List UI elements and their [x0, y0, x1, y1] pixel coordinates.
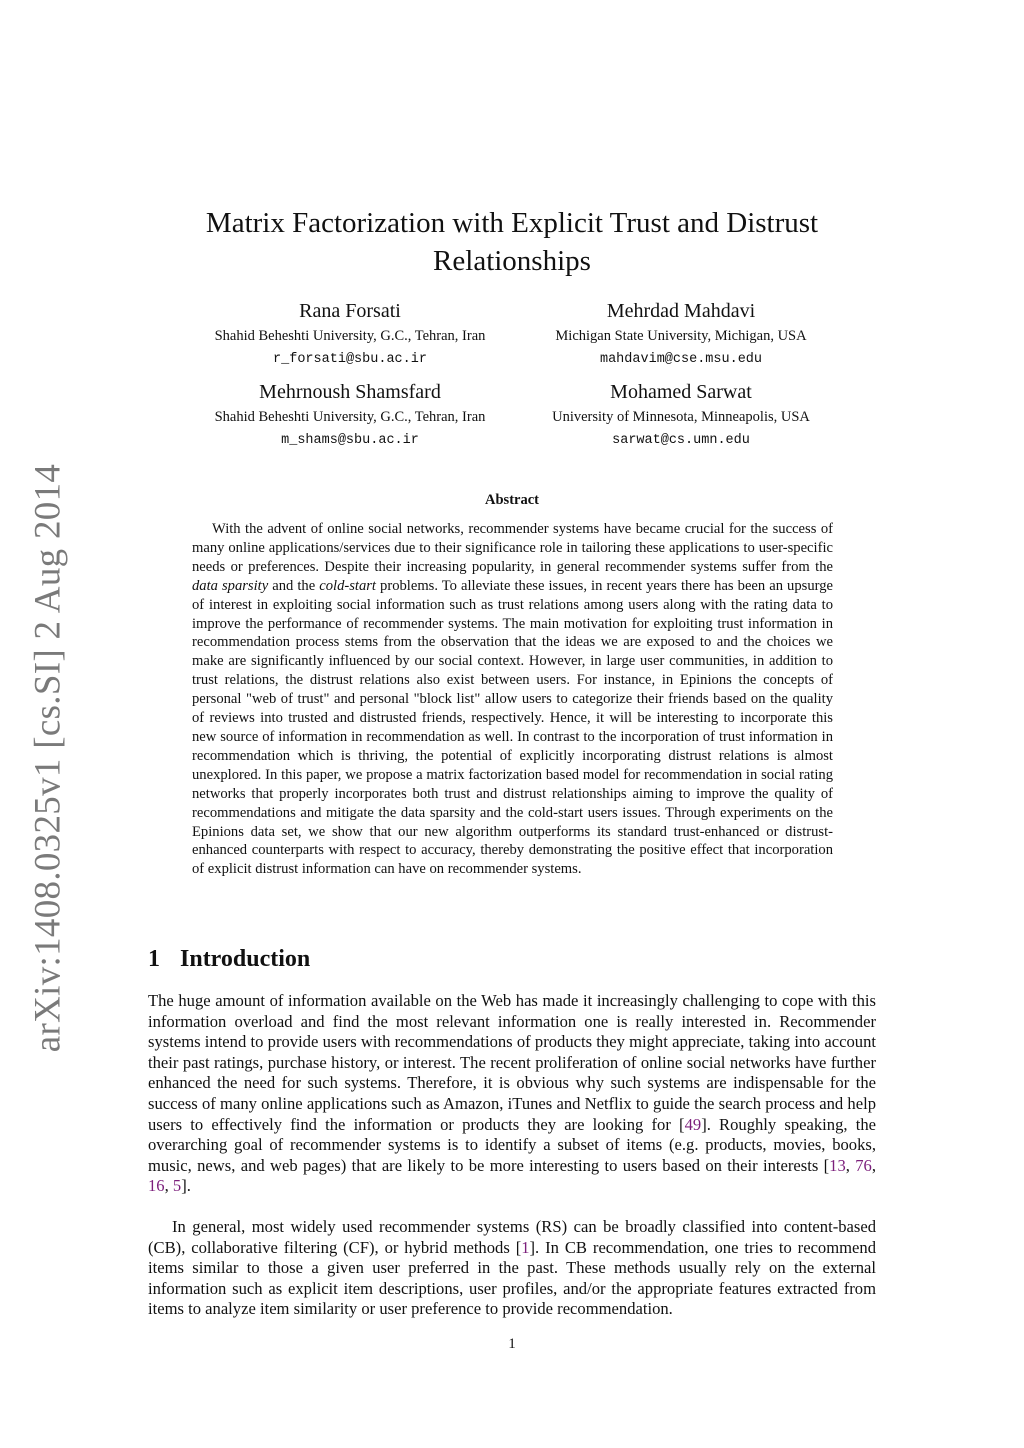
author-email[interactable]: r_forsati@sbu.ac.ir [273, 352, 427, 367]
abstract-emphasis: cold-start [319, 577, 376, 594]
citation-link[interactable]: 16 [148, 1176, 165, 1196]
intro-paragraph: The huge amount of information available on the Web has made it increasingly challenging to cope with this information overload and find the most relevant information one is really interested in. Recommender systems intend to provide users with recommendations of products they might appreciate, taking into account their past ratings, purchase history, or interest. The recent proliferation of online social networks have further enhanced the need for such systems. Therefore, it is obvious why such systems are indispensable for the success of many online applications such as Amazon, iTunes and Netflix to guide the search process and help users to effectively find the information or products they are looking for [49]. Roughly speaking, the overarching goal of recommender systems is to identify a subset of items (e.g. products, movies, books, music, news, and web pages) that are likely to be more interesting to users based on their interests [13, 76, 16, 5]. [148, 991, 876, 1196]
arxiv-stamp-text: arXiv:1408.0325v1 [cs.SI] 2 Aug 2014 [27, 463, 69, 1053]
author-email[interactable]: sarwat@cs.umn.edu [612, 433, 750, 448]
citation-link[interactable]: 1 [521, 1237, 530, 1257]
section-number: 1 [148, 946, 160, 972]
page-number: 1 [508, 1336, 516, 1352]
author-name: Rana Forsati [299, 300, 401, 322]
author-block [501, 379, 861, 451]
author-email[interactable]: m_shams@sbu.ac.ir [281, 433, 419, 448]
author-affiliation: University of Minnesota, Minneapolis, USA [552, 409, 810, 425]
abstract-heading: Abstract [485, 492, 539, 508]
author-name: Mehrnoush Shamsfard [259, 381, 441, 403]
author-name: Mehrdad Mahdavi [606, 300, 756, 322]
author-email[interactable]: mahdavim@cse.msu.edu [599, 352, 763, 367]
arxiv-identifier-stamp [8, 463, 88, 1053]
citation-link[interactable]: 5 [172, 1176, 182, 1196]
citation-link[interactable]: 49 [684, 1114, 702, 1134]
author-affiliation: Michigan State University, Michigan, USA [555, 328, 807, 344]
abstract-emphasis: data sparsity [192, 577, 269, 594]
author-affiliation: Shahid Beheshti University, G.C., Tehran, Iran [214, 409, 486, 425]
author-name: Mohamed Sarwat [610, 381, 752, 403]
citation-link[interactable]: 76 [855, 1155, 872, 1175]
section-heading [148, 946, 310, 973]
citation-link[interactable]: 13 [829, 1155, 846, 1175]
author-block [170, 379, 530, 451]
author-affiliation: Shahid Beheshti University, G.C., Tehran, Iran [214, 328, 486, 344]
intro-paragraph: In general, most widely used recommender systems (RS) can be broadly classified into content-based (CB), collaborative filtering (CF), or hybrid methods [1]. In CB recommendation, one tries to recommend items similar to those a given user preferred in the past. These methods usually rely on the external information such as explicit item descriptions, user profiles, and/or the appropriate features extracted from items to analyze item similarity or user preference to provide recommendation. [148, 1217, 877, 1319]
author-block [170, 298, 530, 370]
section-title: Introduction [180, 946, 311, 972]
paper-title: Matrix Factorization with Explicit Trust and Distrust Relationships [205, 207, 819, 277]
author-block [501, 298, 861, 370]
abstract-text: With the advent of online social networks, recommender systems have became crucial for the success of many online applications/services due to their significance role in tailoring these applications to user-specific needs or preferences. Despite their increasing popularity, in general recommender systems suffer from the data sparsity and the cold-start problems. To alleviate these issues, in recent years there has been an upsurge of interest in exploiting social information such as trust relations among users along with the rating data to improve the performance of recommender systems. The main motivation for exploiting trust information in recommendation process stems from the observation that the ideas we are exposed to and the choices we make are significantly influenced by our social context. However, in large user communities, in addition to trust relations, the distrust relations also exist between users. For instance, in Epinions the concepts of personal "web of trust" and personal "block list" allow users to categorize their friends based on the quality of reviews into trusted and distrusted friends, respectively. Hence, it will be interesting to incorporate this new source of information in recommendation as well. In contrast to the incorporation of trust information in recommendation which is thriving, the potential of explicitly incorporating distrust relations is almost unexplored. In this paper, we propose a matrix factorization based model for recommendation in social rating networks that properly incorporates both trust and distrust relationships aiming to improve the quality of recommendations and mitigate the data sparsity and the cold-start users issues. Through experiments on the Epinions data set, we show that our new algorithm outperforms its standard trust-enhanced or distrust-enhanced counterparts with respect to accuracy, thereby demonstrating the positive effect that incorporation of explicit distrust information can have on recommender systems. [192, 521, 833, 878]
